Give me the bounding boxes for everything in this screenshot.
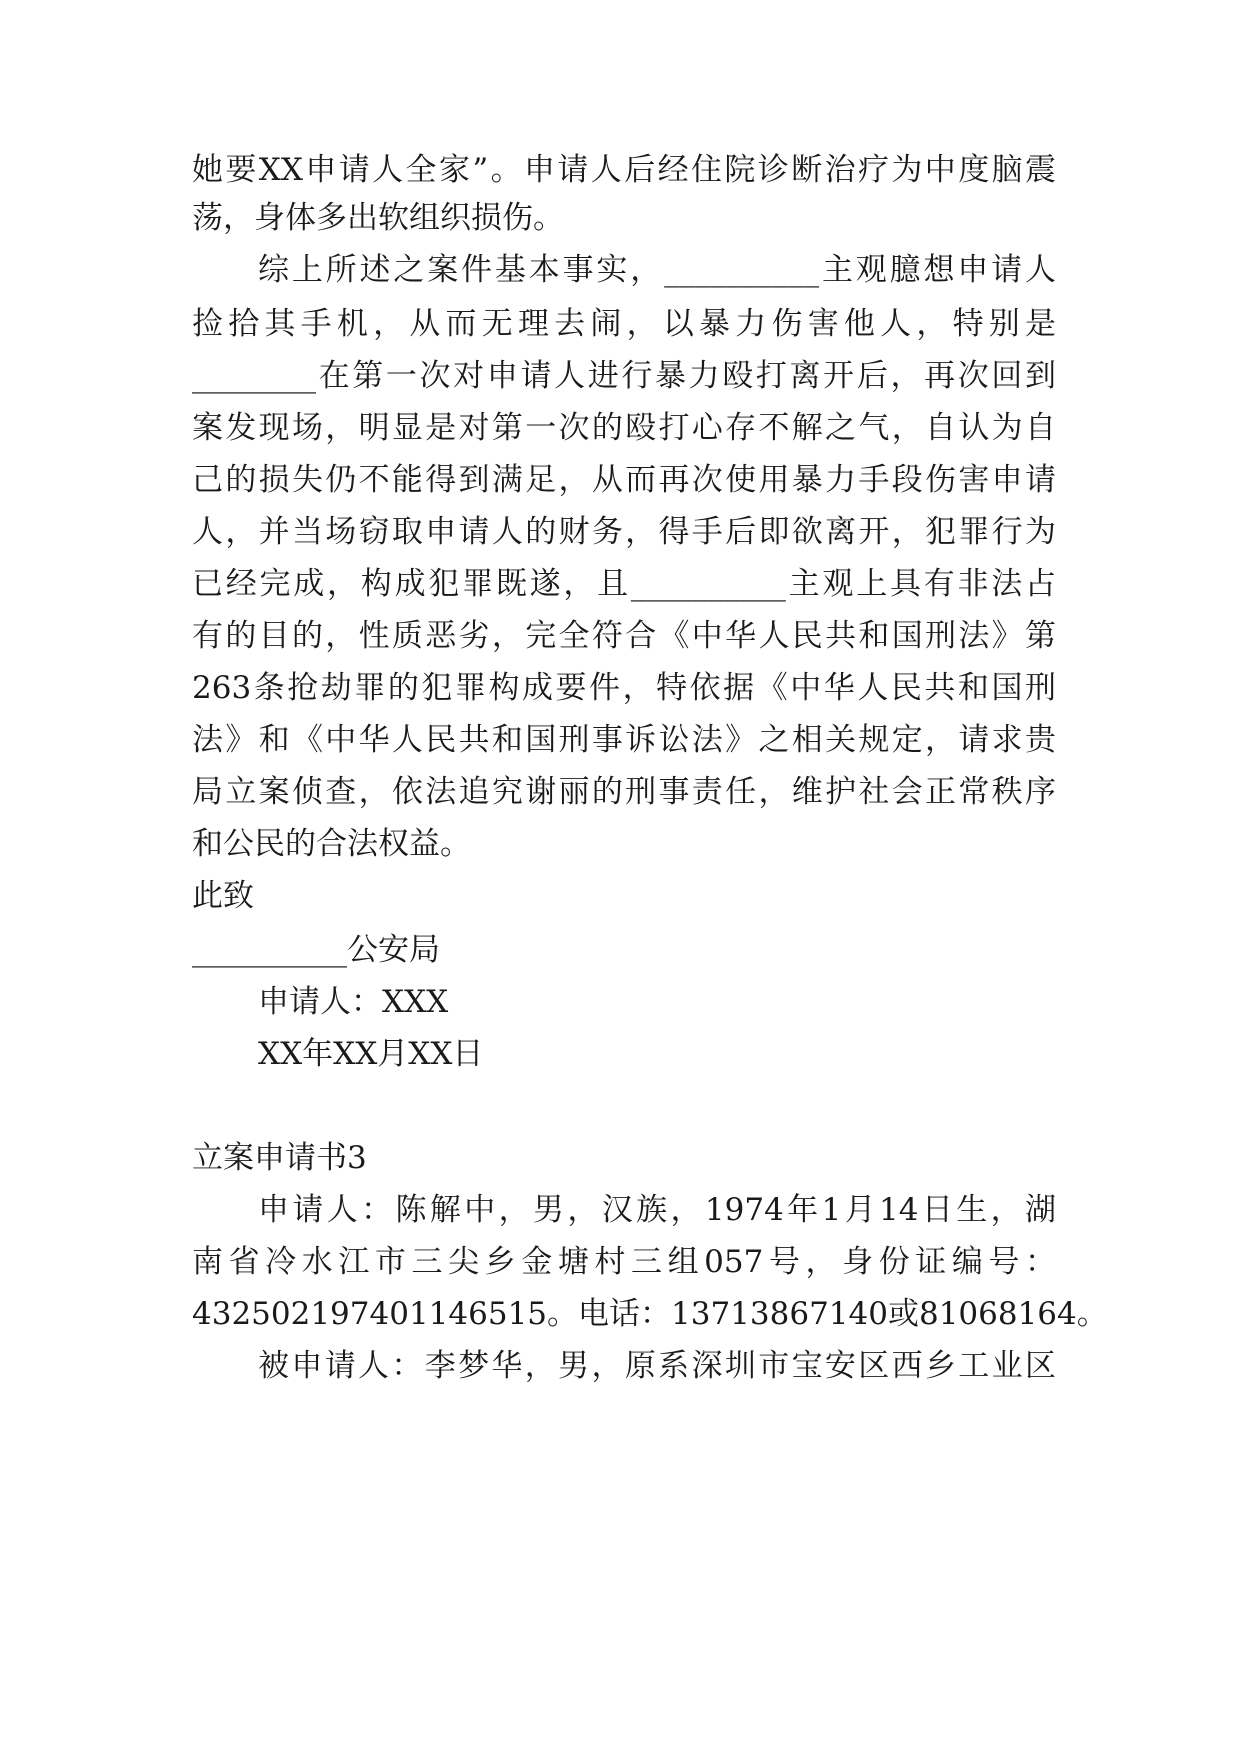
body-text-line: 申请人：陈解中，男，汉族，1974年1月14日生，湖 <box>258 1192 1056 1228</box>
body-text-line: 局立案侦查，依法追究谢丽的刑事责任，维护社会正常秩序 <box>192 774 1056 810</box>
signature-applicant: 申请人：XXX <box>258 984 449 1020</box>
body-text-line: 被申请人：李梦华，男，原系深圳市宝安区西乡工业区 <box>258 1348 1056 1384</box>
body-text-line: 法》和《中华人民共和国刑事诉讼法》之相关规定，请求贵 <box>192 722 1056 758</box>
body-text-line: 综上所述之案件基本事实，__________主观臆想申请人 <box>258 252 1056 288</box>
body-text-line: 有的目的，性质恶劣，完全符合《中华人民共和国刑法》第 <box>192 618 1056 654</box>
body-text-line: 她要XX申请人全家”。申请人后经住院诊断治疗为中度脑震 <box>192 152 1056 188</box>
body-text-line: 己的损失仍不能得到满足，从而再次使用暴力手段伤害申请 <box>192 462 1056 498</box>
section-title: 立案申请书3 <box>192 1140 367 1176</box>
body-text-line: 捡拾其手机，从而无理去闹，以暴力伤害他人，特别是 <box>192 306 1056 342</box>
signature-date: XX年XX月XX日 <box>258 1036 484 1072</box>
body-text-line: 263条抢劫罪的犯罪构成要件，特依据《中华人民共和国刑 <box>192 670 1056 706</box>
body-text-line: 432502197401146515。电话：13713867140或81068164。 <box>192 1296 1108 1332</box>
body-text-line: 荡，身体多出软组织损伤。 <box>192 200 564 236</box>
salutation: 此致 <box>192 878 254 914</box>
body-text-line: ________在第一次对申请人进行暴力殴打离开后，再次回到 <box>192 358 1056 394</box>
body-text-line: 南省冷水江市三尖乡金塘村三组057号，身份证编号： <box>192 1244 1056 1280</box>
body-text-line: 人，并当场窃取申请人的财务，得手后即欲离开，犯罪行为 <box>192 514 1056 550</box>
body-text-line: 已经完成，构成犯罪既遂，且__________主观上具有非法占 <box>192 566 1056 602</box>
body-text-line: 案发现场，明显是对第一次的殴打心存不解之气，自认为自 <box>192 410 1056 446</box>
recipient: __________公安局 <box>192 932 440 968</box>
body-text-line: 和公民的合法权益。 <box>192 826 471 862</box>
